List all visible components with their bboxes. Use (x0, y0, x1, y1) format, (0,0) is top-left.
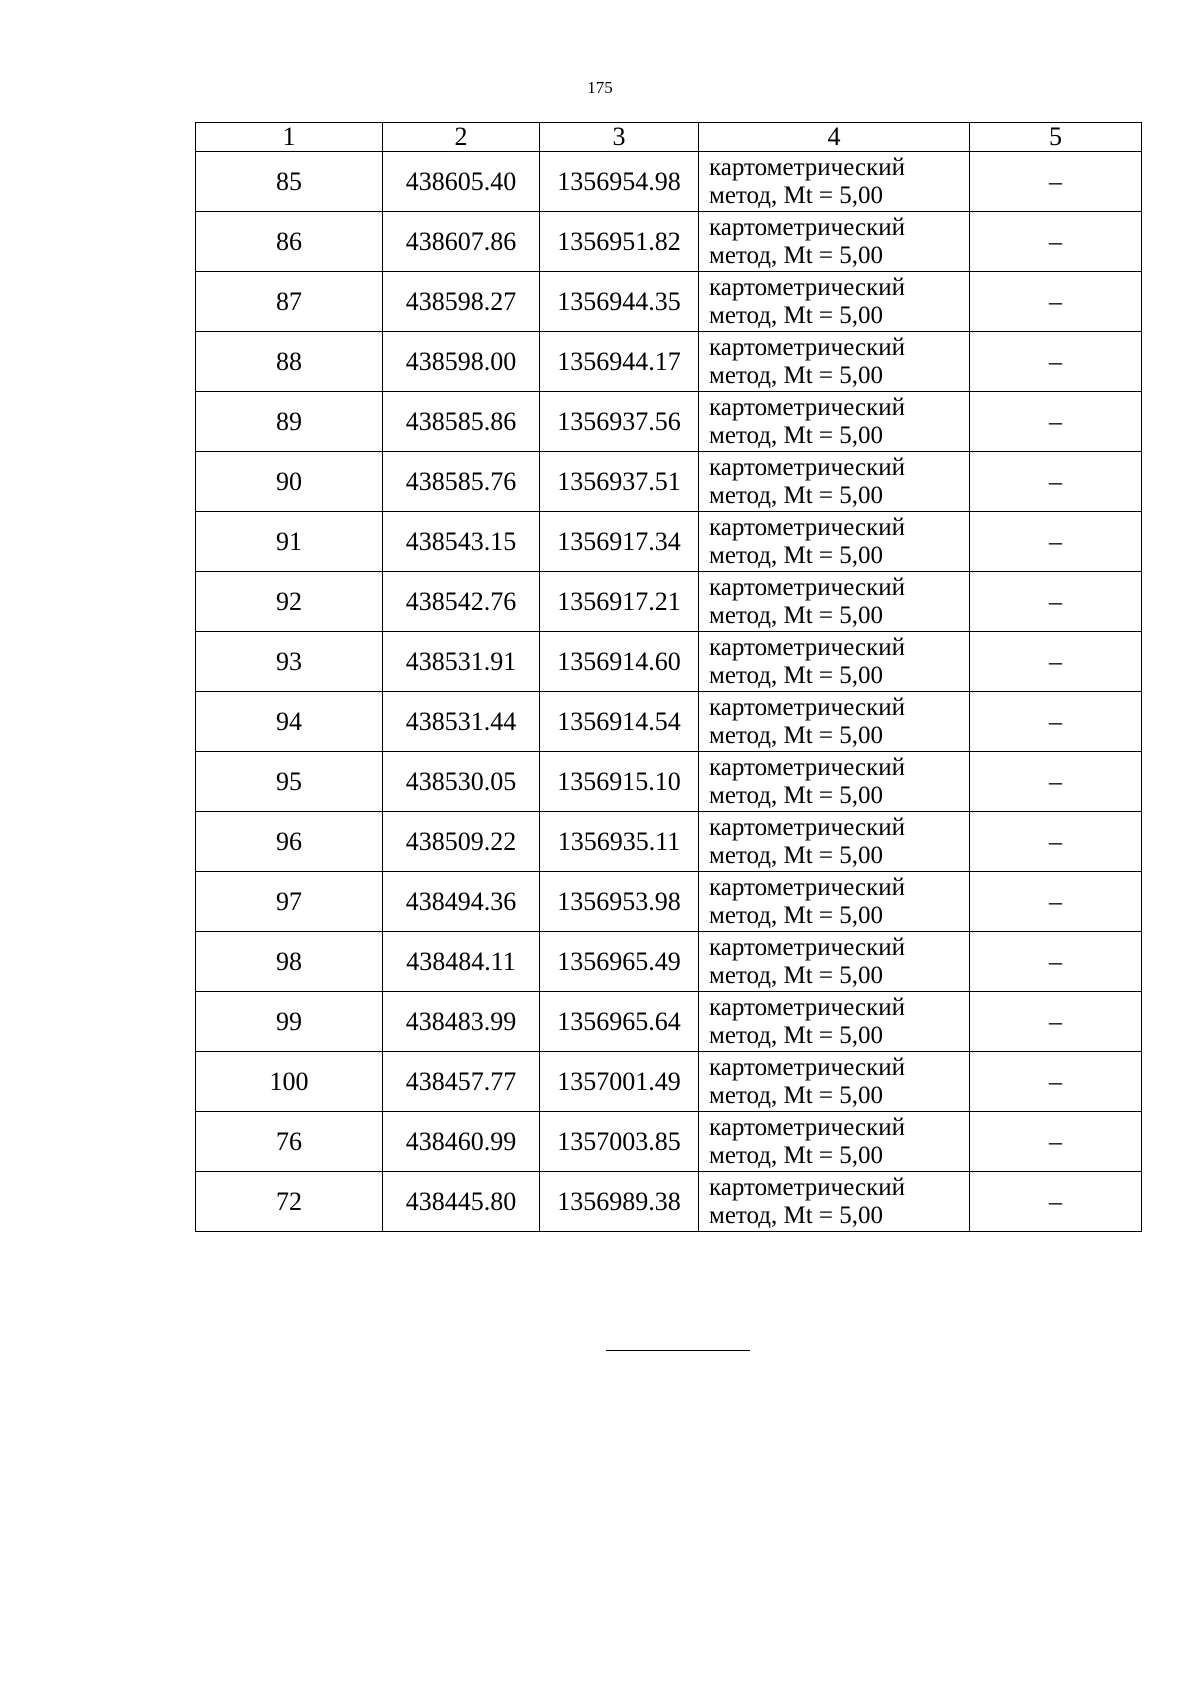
note-cell: – (970, 992, 1142, 1052)
point-number-cell: 98 (196, 932, 383, 992)
x-coordinate-cell: 438457.77 (383, 1052, 540, 1112)
header-col-3: 3 (540, 123, 699, 152)
x-coordinate-cell: 438585.76 (383, 452, 540, 512)
method-line-2: метод, Mt = 5,00 (709, 1141, 884, 1169)
method-cell (699, 872, 970, 932)
method-cell (699, 452, 970, 512)
table-row (196, 812, 1142, 872)
method-cell (699, 152, 970, 212)
method-line-1: картометрический (709, 633, 905, 661)
method-cell (699, 632, 970, 692)
table-row (196, 632, 1142, 692)
header-col-2: 2 (383, 123, 540, 152)
coordinates-table (195, 122, 1142, 1232)
method-cell (699, 512, 970, 572)
y-coordinate-cell: 1356954.98 (540, 152, 699, 212)
x-coordinate-cell: 438607.86 (383, 212, 540, 272)
table-row (196, 752, 1142, 812)
x-coordinate-cell: 438483.99 (383, 992, 540, 1052)
x-coordinate-cell: 438530.05 (383, 752, 540, 812)
y-coordinate-cell: 1356944.35 (540, 272, 699, 332)
method-line-2: метод, Mt = 5,00 (709, 301, 884, 329)
y-coordinate-cell: 1356944.17 (540, 332, 699, 392)
method-line-1: картометрический (709, 393, 905, 421)
point-number-cell: 97 (196, 872, 383, 932)
method-line-2: метод, Mt = 5,00 (709, 241, 884, 269)
table-row (196, 212, 1142, 272)
x-coordinate-cell: 438445.80 (383, 1172, 540, 1232)
method-line-1: картометрический (709, 933, 905, 961)
x-coordinate-cell: 438460.99 (383, 1112, 540, 1172)
x-coordinate-cell: 438484.11 (383, 932, 540, 992)
method-line-2: метод, Mt = 5,00 (709, 1081, 884, 1109)
point-number-cell: 93 (196, 632, 383, 692)
point-number-cell: 95 (196, 752, 383, 812)
table-row (196, 392, 1142, 452)
method-line-1: картометрический (709, 213, 905, 241)
method-line-2: метод, Mt = 5,00 (709, 661, 884, 689)
page-number: 175 (587, 78, 613, 97)
method-cell (699, 812, 970, 872)
method-line-2: метод, Mt = 5,00 (709, 1201, 884, 1229)
header-row (196, 123, 1142, 152)
table-row (196, 332, 1142, 392)
note-cell: – (970, 812, 1142, 872)
y-coordinate-cell: 1356917.21 (540, 572, 699, 632)
table-row (196, 1052, 1142, 1112)
point-number-cell: 100 (196, 1052, 383, 1112)
point-number-cell: 90 (196, 452, 383, 512)
method-line-1: картометрический (709, 1053, 905, 1081)
point-number-cell: 88 (196, 332, 383, 392)
y-coordinate-cell: 1356915.10 (540, 752, 699, 812)
table-row (196, 692, 1142, 752)
table-header (196, 123, 1142, 152)
x-coordinate-cell: 438531.44 (383, 692, 540, 752)
method-line-1: картометрический (709, 693, 905, 721)
y-coordinate-cell: 1356953.98 (540, 872, 699, 932)
note-cell: – (970, 332, 1142, 392)
method-line-2: метод, Mt = 5,00 (709, 841, 884, 869)
method-cell (699, 1172, 970, 1232)
table-row (196, 1172, 1142, 1232)
method-cell (699, 992, 970, 1052)
end-divider-line (606, 1350, 750, 1351)
note-cell: – (970, 932, 1142, 992)
table-row (196, 152, 1142, 212)
x-coordinate-cell: 438509.22 (383, 812, 540, 872)
y-coordinate-cell: 1356989.38 (540, 1172, 699, 1232)
table-row (196, 572, 1142, 632)
x-coordinate-cell: 438598.27 (383, 272, 540, 332)
point-number-cell: 87 (196, 272, 383, 332)
y-coordinate-cell: 1356937.56 (540, 392, 699, 452)
note-cell: – (970, 692, 1142, 752)
note-cell: – (970, 872, 1142, 932)
table-row (196, 512, 1142, 572)
method-line-2: метод, Mt = 5,00 (709, 181, 884, 209)
method-line-2: метод, Mt = 5,00 (709, 961, 884, 989)
method-line-1: картометрический (709, 873, 905, 901)
y-coordinate-cell: 1356914.60 (540, 632, 699, 692)
point-number-cell: 96 (196, 812, 383, 872)
point-number-cell: 89 (196, 392, 383, 452)
point-number-cell: 76 (196, 1112, 383, 1172)
table-row (196, 452, 1142, 512)
x-coordinate-cell: 438494.36 (383, 872, 540, 932)
method-line-1: картометрический (709, 453, 905, 481)
point-number-cell: 86 (196, 212, 383, 272)
method-cell (699, 752, 970, 812)
method-line-2: метод, Mt = 5,00 (709, 481, 884, 509)
table-body (196, 152, 1142, 1232)
note-cell: – (970, 152, 1142, 212)
y-coordinate-cell: 1356917.34 (540, 512, 699, 572)
y-coordinate-cell: 1356951.82 (540, 212, 699, 272)
y-coordinate-cell: 1356937.51 (540, 452, 699, 512)
method-line-2: метод, Mt = 5,00 (709, 901, 884, 929)
point-number-cell: 85 (196, 152, 383, 212)
method-line-1: картометрический (709, 513, 905, 541)
method-line-2: метод, Mt = 5,00 (709, 541, 884, 569)
y-coordinate-cell: 1356914.54 (540, 692, 699, 752)
note-cell: – (970, 1052, 1142, 1112)
table-row (196, 1112, 1142, 1172)
y-coordinate-cell: 1357003.85 (540, 1112, 699, 1172)
method-line-2: метод, Mt = 5,00 (709, 361, 884, 389)
note-cell: – (970, 1112, 1142, 1172)
x-coordinate-cell: 438605.40 (383, 152, 540, 212)
method-line-1: картометрический (709, 1173, 905, 1201)
method-line-2: метод, Mt = 5,00 (709, 1021, 884, 1049)
method-cell (699, 212, 970, 272)
y-coordinate-cell: 1356935.11 (540, 812, 699, 872)
y-coordinate-cell: 1356965.49 (540, 932, 699, 992)
method-line-1: картометрический (709, 1113, 905, 1141)
note-cell: – (970, 572, 1142, 632)
method-cell (699, 1112, 970, 1172)
point-number-cell: 91 (196, 512, 383, 572)
header-col-5: 5 (970, 123, 1142, 152)
header-col-4: 4 (699, 123, 970, 152)
x-coordinate-cell: 438598.00 (383, 332, 540, 392)
method-cell (699, 692, 970, 752)
point-number-cell: 92 (196, 572, 383, 632)
note-cell: – (970, 1172, 1142, 1232)
method-cell (699, 1052, 970, 1112)
y-coordinate-cell: 1356965.64 (540, 992, 699, 1052)
table-row (196, 272, 1142, 332)
method-cell (699, 272, 970, 332)
method-line-2: метод, Mt = 5,00 (709, 781, 884, 809)
method-cell (699, 392, 970, 452)
note-cell: – (970, 452, 1142, 512)
method-line-2: метод, Mt = 5,00 (709, 601, 884, 629)
x-coordinate-cell: 438542.76 (383, 572, 540, 632)
method-line-2: метод, Mt = 5,00 (709, 421, 884, 449)
method-cell (699, 332, 970, 392)
header-col-1: 1 (196, 123, 383, 152)
y-coordinate-cell: 1357001.49 (540, 1052, 699, 1112)
note-cell: – (970, 392, 1142, 452)
table-row (196, 932, 1142, 992)
method-line-1: картометрический (709, 573, 905, 601)
note-cell: – (970, 632, 1142, 692)
note-cell: – (970, 272, 1142, 332)
x-coordinate-cell: 438543.15 (383, 512, 540, 572)
method-line-1: картометрический (709, 153, 905, 181)
point-number-cell: 94 (196, 692, 383, 752)
method-line-1: картометрический (709, 813, 905, 841)
x-coordinate-cell: 438585.86 (383, 392, 540, 452)
point-number-cell: 72 (196, 1172, 383, 1232)
method-cell (699, 932, 970, 992)
method-cell (699, 572, 970, 632)
method-line-1: картометрический (709, 753, 905, 781)
method-line-1: картометрический (709, 273, 905, 301)
note-cell: – (970, 212, 1142, 272)
x-coordinate-cell: 438531.91 (383, 632, 540, 692)
method-line-1: картометрический (709, 333, 905, 361)
method-line-1: картометрический (709, 993, 905, 1021)
table-row (196, 872, 1142, 932)
note-cell: – (970, 512, 1142, 572)
method-line-2: метод, Mt = 5,00 (709, 721, 884, 749)
note-cell: – (970, 752, 1142, 812)
point-number-cell: 99 (196, 992, 383, 1052)
table-row (196, 992, 1142, 1052)
